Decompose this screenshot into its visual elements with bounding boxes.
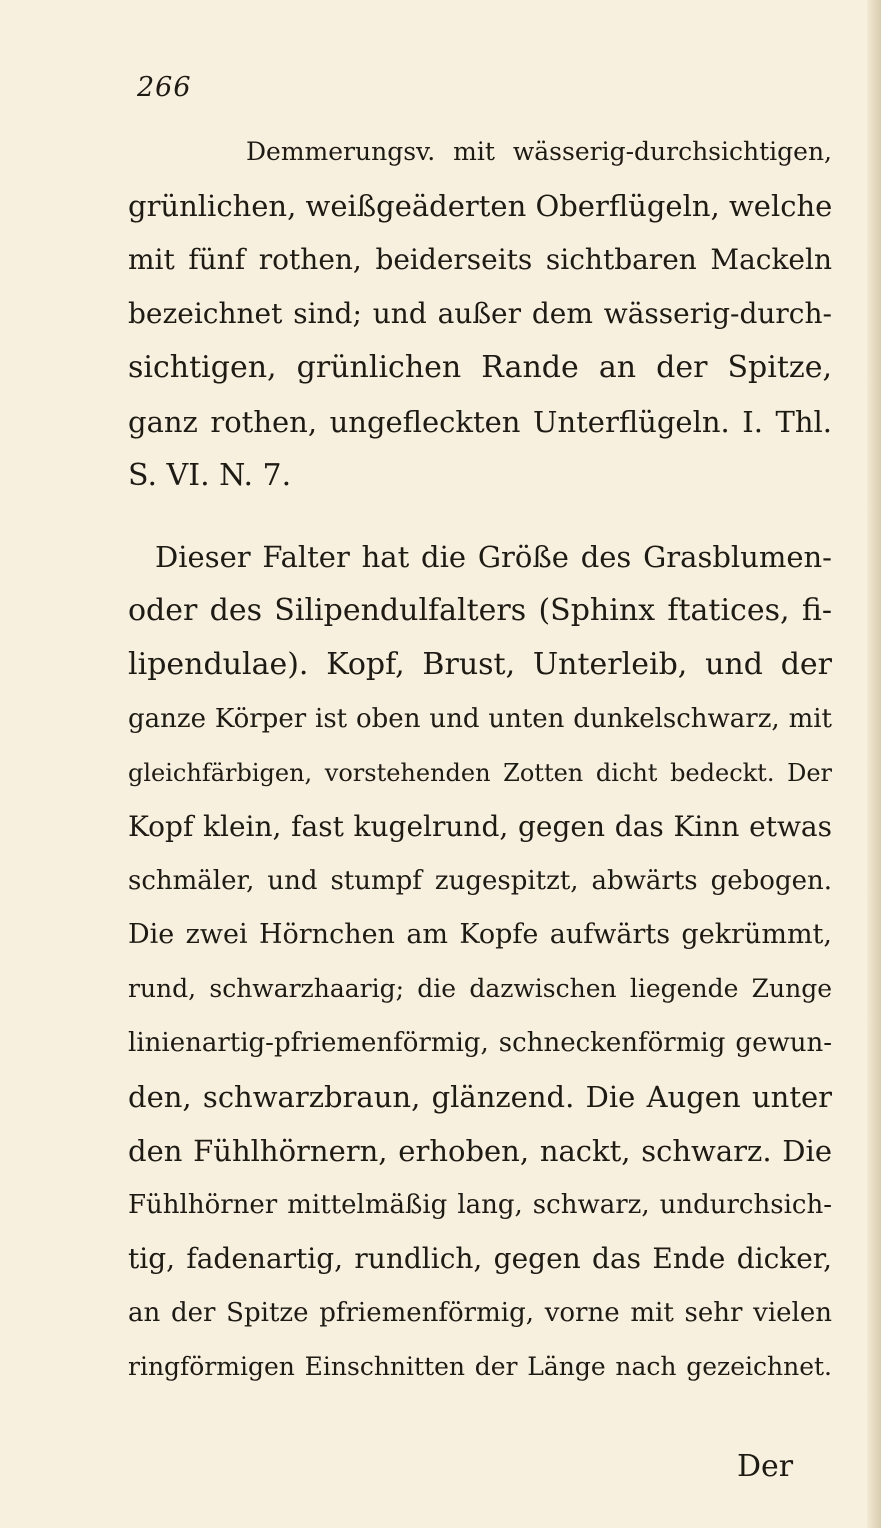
text-line: S. VI. N. 7. (128, 458, 292, 493)
text-line: grünlichen, weißgeäderten Oberflügeln, welche (128, 189, 832, 223)
text-line: sichtigen, grünlichen Rande an der Spitze, (128, 350, 832, 385)
text-line: mit fünf rothen, beiderseits sichtbaren Mackeln (128, 243, 832, 276)
text-line: den Fühlhörnern, erhoben, nackt, schwarz. Die (128, 1134, 832, 1168)
text-line: an der Spitze pfriemenförmig, vorne mit sehr vielen (128, 1298, 832, 1328)
text-line: ringförmigen Einschnitten der Länge nach gezeichnet. (128, 1352, 832, 1381)
page-edge (867, 0, 881, 1528)
text-line: gleichfärbigen, vorstehenden Zotten dicht bedeckt. Der (128, 759, 832, 787)
text-line: linienartig-pfriemenförmig, schneckenförmig gewun- (128, 1028, 832, 1058)
text-line: schmäler, und stumpf zugespitzt, abwärts gebogen. (128, 866, 832, 896)
body-text (128, 125, 832, 1394)
text-line: ganz rothen, ungefleckten Unterflügeln. I. Thl. (128, 405, 832, 439)
text-line: Fühlhörner mittelmäßig lang, schwarz, undurchsich- (128, 1190, 832, 1220)
paragraph-gap (128, 503, 832, 530)
text-line: lipendulae). Kopf, Brust, Unterleib, und der (128, 647, 832, 682)
text-line: Dieser Falter hat die Größe des Grasblumen- (155, 540, 832, 574)
text-line: oder des Silipendulfalters (Sphinx ftatices, fi- (128, 593, 832, 628)
text-line: ganze Körper ist oben und unten dunkelschwarz, mit (128, 704, 832, 734)
text-line: bezeichnet sind; und außer dem wässerig-durch- (128, 297, 832, 330)
text-line: den, schwarzbraun, glänzend. Die Augen unter (128, 1080, 832, 1114)
text-line: rund, schwarzhaarig; die dazwischen liegende Zunge (128, 974, 832, 1003)
text-line: Demmerungsv. mit wässerig-durchsichtigen, (246, 137, 832, 166)
text-line: Die zwei Hörnchen am Kopfe aufwärts gekrümmt, (128, 919, 832, 950)
catchword: Der (737, 1449, 794, 1484)
page-number: 266 (137, 72, 192, 103)
text-line: Kopf klein, fast kugelrund, gegen das Kinn etwas (128, 810, 832, 843)
text-line: tig, fadenartig, rundlich, gegen das Ende dicker, (128, 1242, 832, 1275)
